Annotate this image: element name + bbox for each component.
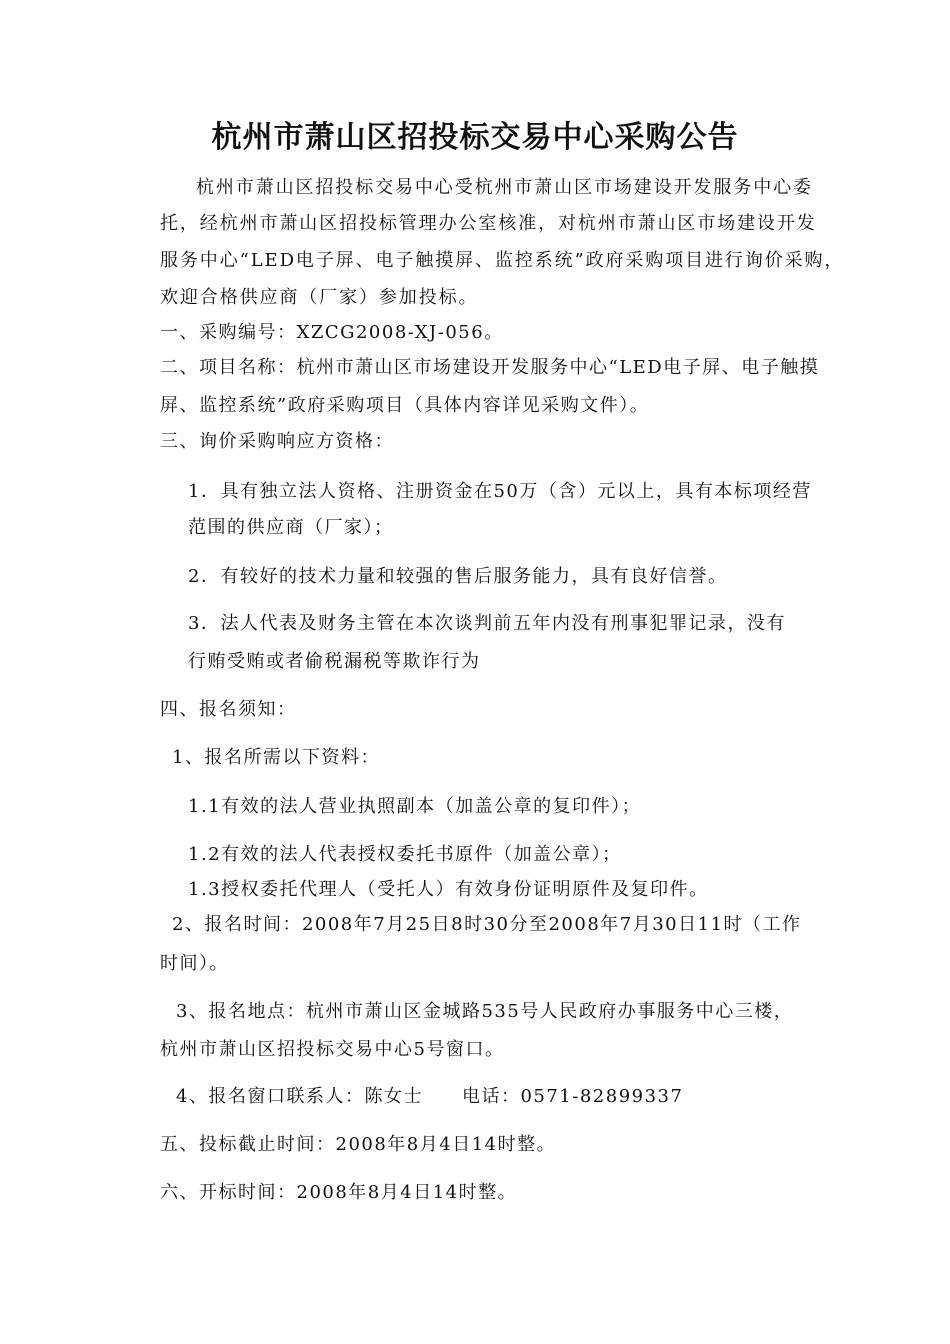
registration-time-line-2: 时间）。 (160, 953, 229, 974)
bid-deadline: 五、投标截止时间：2008年8月4日14时整。 (160, 1134, 557, 1155)
project-name-line-2: 屏、监控系统”政府采购项目（具体内容详见采购文件）。 (160, 395, 650, 416)
qualification-1-line-1: 1．具有独立法人资格、注册资金在50万（含）元以上，具有本标项经营 (188, 481, 812, 502)
qualification-3-line-1: 3．法人代表及财务主管在本次谈判前五年内没有刑事犯罪记录，没有 (188, 613, 786, 634)
intro-line-3: 服务中心“LED电子屏、电子触摸屏、监控系统”政府采购项目进行询价采购， (160, 250, 845, 271)
registration-heading: 四、报名须知： (160, 699, 297, 720)
procurement-number: 一、采购编号：XZCG2008-XJ-056。 (160, 322, 504, 343)
registration-materials: 1、报名所需以下资料： (172, 747, 380, 768)
qualification-3-line-2: 行贿受贿或者偷税漏税等欺诈行为 (188, 651, 481, 672)
qualification-1-line-2: 范围的供应商（厂家）； (188, 517, 394, 538)
registration-place-line-2: 杭州市萧山区招投标交易中心5号窗口。 (160, 1039, 505, 1060)
qualification-2: 2．有较好的技术力量和较强的售后服务能力，具有良好信誉。 (188, 566, 728, 587)
material-1-3: 1.3授权委托代理人（受托人）有效身份证明原件及复印件。 (188, 879, 709, 900)
document-title: 杭州市萧山区招投标交易中心采购公告 (211, 120, 739, 155)
material-1-2: 1.2有效的法人代表授权委托书原件（加盖公章）； (188, 844, 622, 865)
bid-opening-time: 六、开标时间：2008年8月4日14时整。 (160, 1182, 518, 1203)
intro-line-1: 杭州市萧山区招投标交易中心受杭州市萧山区市场建设开发服务中心委 (196, 177, 813, 198)
registration-place-line-1: 3、报名地点：杭州市萧山区金城路535号人民政府办事服务中心三楼， (176, 1001, 794, 1022)
project-name-line-1: 二、项目名称：杭州市萧山区市场建设开发服务中心“LED电子屏、电子触摸 (160, 357, 820, 378)
intro-line-4: 欢迎合格供应商（厂家）参加投标。 (160, 287, 479, 308)
registration-time-line-1: 2、报名时间：2008年7月25日8时30分至2008年7月30日11时（工作 (172, 914, 802, 935)
qualification-heading: 三、询价采购响应方资格： (160, 431, 394, 452)
registration-contact: 4、报名窗口联系人：陈女士 电话：0571-82899337 (176, 1086, 684, 1107)
intro-line-2: 托，经杭州市萧山区招投标管理办公室核准，对杭州市萧山区市场建设开发 (160, 213, 817, 234)
material-1-1: 1.1有效的法人营业执照副本（加盖公章的复印件）； (188, 796, 642, 817)
